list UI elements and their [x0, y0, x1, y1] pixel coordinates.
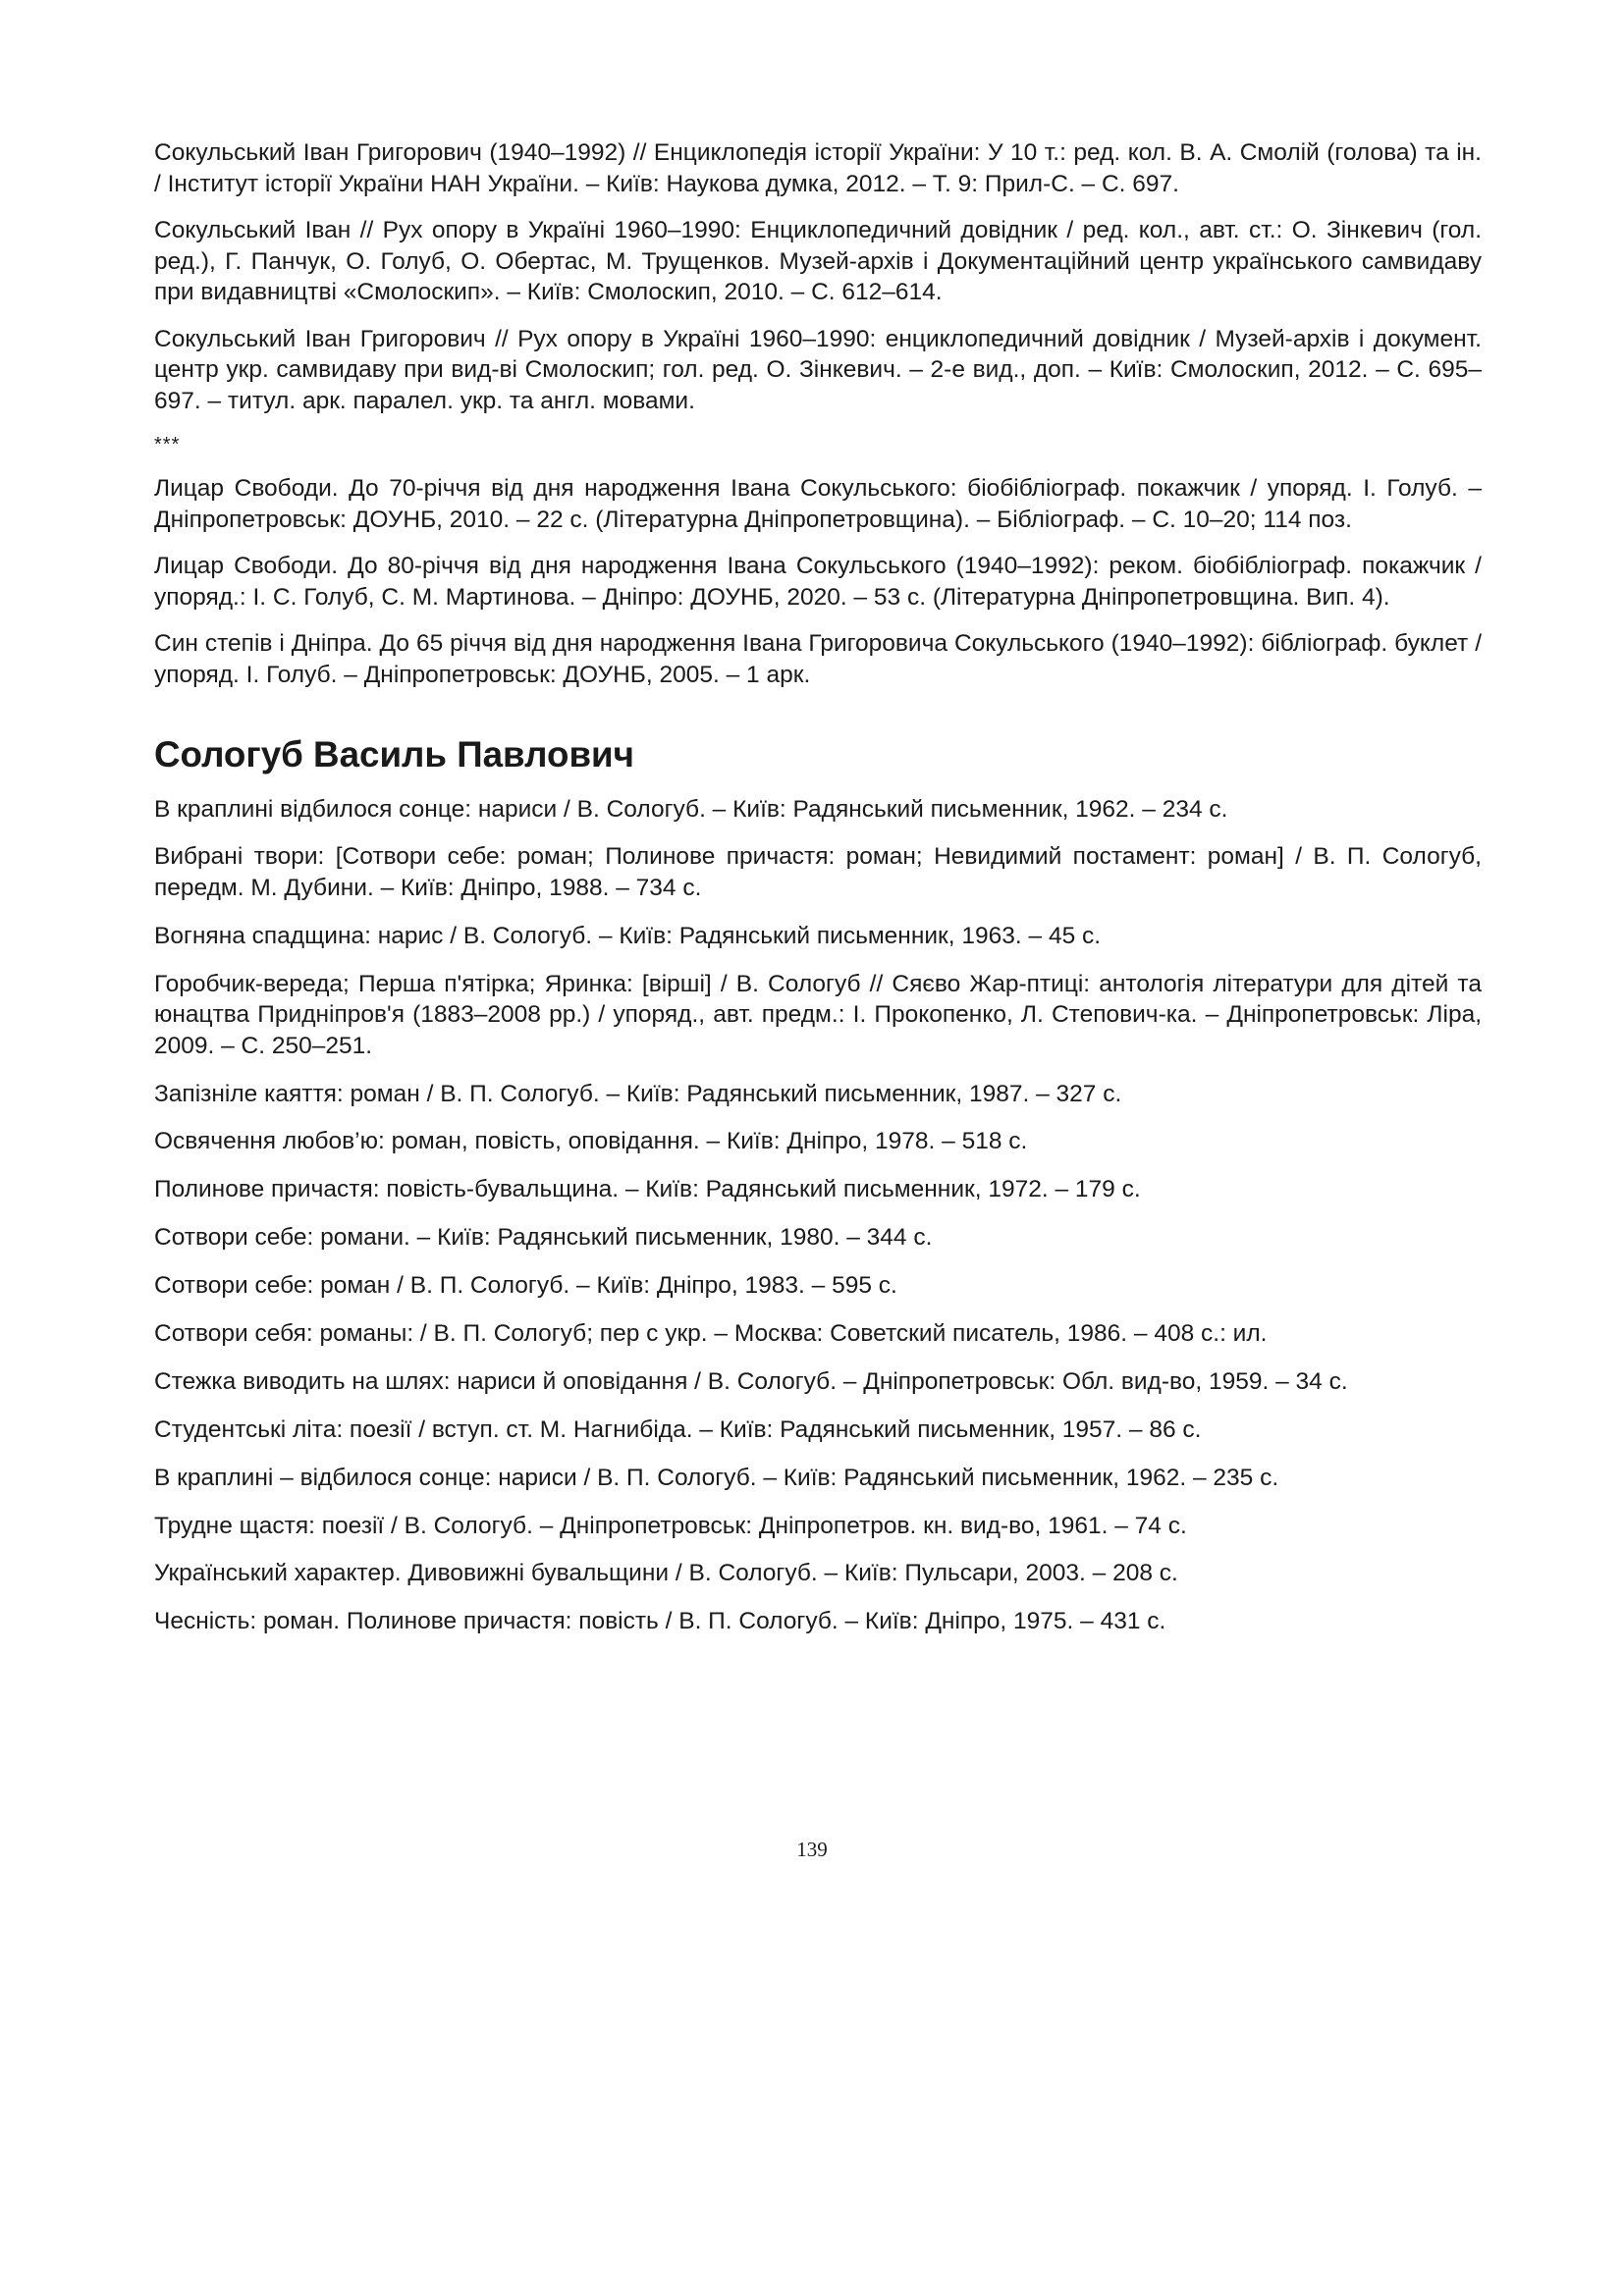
page-number: 139	[796, 1838, 828, 1861]
bibliography-entry: В краплині – відбилося сонце: нариси / В. П. Сологуб. – Київ: Радянський письменник, 1962. – 235 с.	[154, 1464, 1279, 1491]
bibliography-entry: Освячення любов’ю: роман, повість, оповідання. – Київ: Дніпро, 1978. – 518 с.	[154, 1128, 1028, 1155]
document-page	[154, 137, 1482, 1654]
bibliography-entry: Син степів і Дніпра. До 65 річчя від дня народження Івана Григоровича Сокульського (1940–1992): бібліограф. буклет / упоряд. І. Голуб. – Дніпропетровськ: ДОУНБ, 2005. – 1 арк.	[154, 630, 1482, 688]
section-heading: Сологуб Василь Павлович	[154, 734, 634, 774]
bibliography-entry: Сотвори себе: романи. – Київ: Радянський письменник, 1980. – 344 с.	[154, 1224, 933, 1252]
bibliography-entry: Горобчик-вереда; Перша п'ятірка; Яринка: [вірші] / В. Сологуб // Сяєво Жар-птиці: антологія літератури для дітей та юнацтва Придніпров'я (1883–2008 рр.) / упоряд., авт. предм.: І. Прокопенко, Л. Степович-ка. – Дніпропетровськ: Ліра, 2009. – С. 250–251.	[154, 970, 1482, 1059]
bibliography-entry: Трудне щастя: поезії / В. Сологуб. – Дніпропетровськ: Дніпропетров. кн. вид-во, 1961. – 74 с.	[154, 1512, 1187, 1539]
bibliography-entry: Український характер. Дивовижні бувальщини / В. Сологуб. – Київ: Пульсари, 2003. – 208 с.	[154, 1560, 1178, 1587]
bibliography-entry: Сотвори себе: роман / В. П. Сологуб. – Київ: Дніпро, 1983. – 595 с.	[154, 1272, 897, 1300]
bibliography-entries	[154, 473, 1482, 690]
bibliography-entry: Сокульський Іван Григорович // Рух опору в Україні 1960–1990: енциклопедичний довідник / Музей-архів і документ. центр укр. самвидаву при вид-ві Смолоскип; гол. ред. О. Зінкевич. – 2-е вид., доп. – Київ: Смолоскип, 2012. – С. 695–697. – титул. арк. паралел. укр. та англ. мовами.	[154, 325, 1482, 414]
bibliography-entry: Полинове причастя: повість-бувальщина. – Київ: Радянський письменник, 1972. – 179 с.	[154, 1176, 1141, 1203]
bibliography-entry: Лицар Свободи. До 70-річчя від дня народження Івана Сокульського: біобібліограф. покажчик / упоряд. І. Голуб. – Дніпропетровськ: ДОУНБ, 2010. – 22 с. (Літературна Дніпропетровщина). – Бібліограф. – С. 10–20; 114 поз.	[154, 475, 1482, 533]
bibliography-entry: Стежка виводить на шлях: нариси й оповідання / В. Сологуб. – Дніпропетровськ: Обл. вид-во, 1959. – 34 с.	[154, 1367, 1348, 1395]
bibliography-entry: Сотвори себя: романы: / В. П. Сологуб; пер с укр. – Москва: Советский писатель, 1986. – 408 с.: ил.	[154, 1320, 1268, 1348]
bibliography-entry: Вибрані твори: [Сотвори себе: роман; Полинове причастя: роман; Невидимий постамент: роман] / В. П. Сологуб, передм. М. Дубини. – Київ: Дніпро, 1988. – 734 с.	[154, 843, 1482, 901]
bibliography-entry: Вогняна спадщина: нарис / В. Сологуб. – Київ: Радянський письменник, 1963. – 45 с.	[154, 922, 1102, 949]
bibliography-entry: Лицар Свободи. До 80-річчя від дня народження Івана Сокульського (1940–1992): реком. біобібліограф. покажчик / упоряд.: І. С. Голуб, С. М. Мартинова. – Дніпро: ДОУНБ, 2020. – 53 с. (Літературна Дніпропетровщина. Вип. 4).	[154, 553, 1482, 611]
bibliography-entry: Сокульський Іван Григорович (1940–1992) // Енциклопедія історії України: У 10 т.: ред. кол. В. А. Смолій (голова) та ін. / Інститут історії України НАН України. – Київ: Наукова думка, 2012. – Т. 9: Прил-С. – С. 697.	[154, 139, 1482, 197]
section-separator: ***	[154, 434, 181, 455]
bibliography-entry: Студентські літа: поезії / вступ. ст. М. Нагнибіда. – Київ: Радянський письменник, 1957. – 86 с.	[154, 1415, 1202, 1443]
bibliography-entry: В краплині відбилося сонце: нариси / В. Сологуб. – Київ: Радянський письменник, 1962. – 234 с.	[154, 795, 1228, 823]
intro-entries	[154, 137, 1482, 416]
bibliography-entry: Запізніле каяття: роман / В. П. Сологуб. – Київ: Радянський письменник, 1987. – 327 с.	[154, 1080, 1122, 1107]
bibliography-entry: Сокульський Іван // Рух опору в Україні 1960–1990: Енциклопедичний довідник / ред. кол., авт. ст.: О. Зінкевич (гол. ред.), Г. Панчук, О. Голуб, О. Обертас, М. Трущенков. Музей-архів і Документаційний центр українського самвидаву при видавництві «Смолоскип». – Київ: Смолоскип, 2010. – С. 612–614.	[154, 217, 1482, 305]
sologub-entries	[154, 794, 1482, 1637]
bibliography-entry: Чесність: роман. Полинове причастя: повість / В. П. Сологуб. – Київ: Дніпро, 1975. – 431 с.	[154, 1608, 1166, 1635]
